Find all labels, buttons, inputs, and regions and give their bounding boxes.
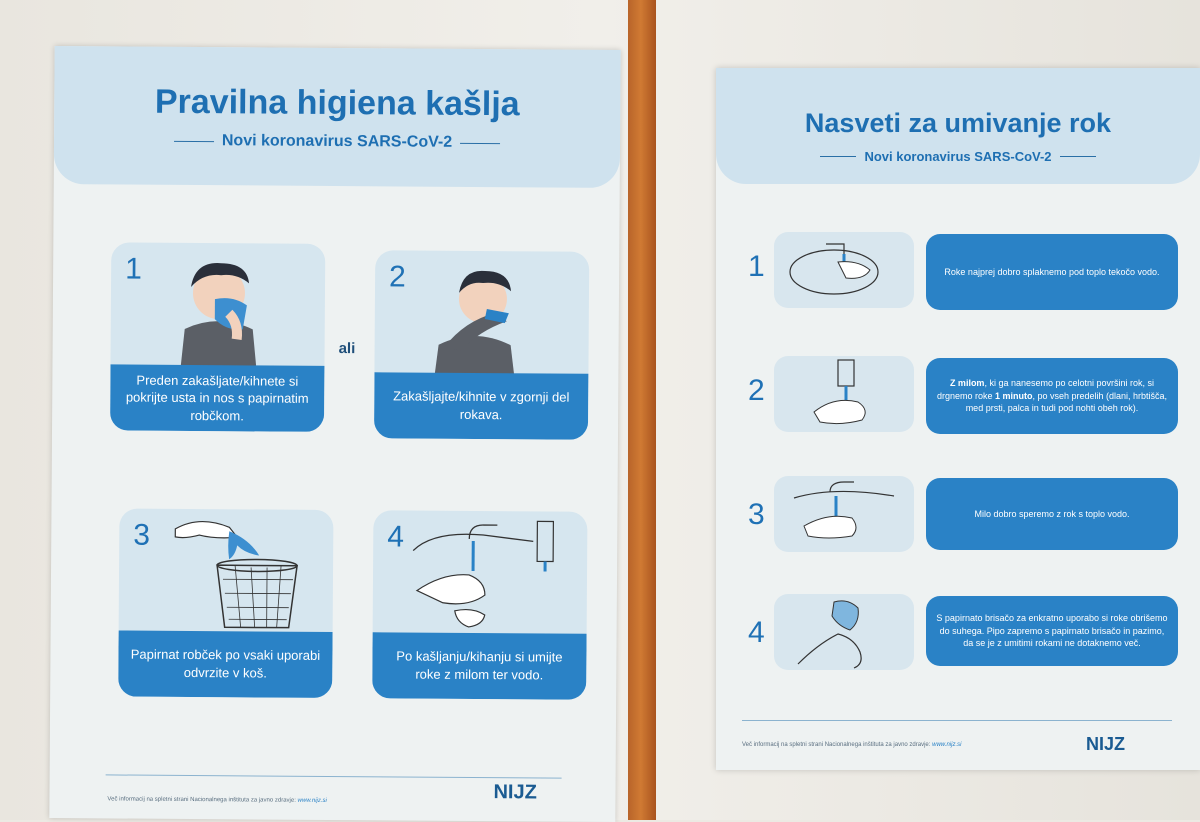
cough-hygiene-poster xyxy=(49,46,620,822)
step-instruction xyxy=(926,358,1178,434)
step-number: 1 xyxy=(748,250,765,283)
subtitle-row xyxy=(716,149,1200,164)
step-caption: Papirnat robček po vsaki uporabi odvrzite v koš. xyxy=(118,630,332,697)
step-caption: Preden zakašljate/kihnete si pokrijte usta in nos s papirnatim robčkom. xyxy=(110,364,324,431)
footer-info-text: Več informacij na spletni strani Nacionalnega inštituta za javno zdravje: xyxy=(742,742,931,748)
step-instruction: Roke najprej dobro splaknemo pod toplo tekočo vodo. xyxy=(926,234,1178,310)
step-text-part: , ki ga nanesemo po celotni površini rok, si drgnemo roke xyxy=(936,378,1155,401)
footer-link: www.nijz.si xyxy=(932,742,962,748)
step-number: 1 xyxy=(125,252,142,286)
subtitle-rule xyxy=(820,156,856,157)
soap-hands-illustration xyxy=(774,356,914,432)
washing-hands-at-sink-illustration xyxy=(373,510,588,637)
rinse-hands-illustration xyxy=(774,232,914,308)
step-text-part: , po vseh predelih (dlani, hrbtišča, med prsti, palca in tudi pod nohti obeh rok). xyxy=(965,390,1168,414)
footer-link: www.nijz.si xyxy=(297,797,327,804)
step-number: 4 xyxy=(387,520,405,554)
person-coughing-into-sleeve-illustration xyxy=(374,250,589,377)
subtitle-row xyxy=(54,131,620,153)
footer-text xyxy=(742,742,961,748)
step-card-1 xyxy=(110,242,325,431)
subtitle-rule xyxy=(1060,156,1096,157)
sink-faucet-icon xyxy=(774,232,914,308)
footer-rule xyxy=(106,774,562,778)
footer-text xyxy=(107,796,326,804)
door-frame xyxy=(628,0,656,820)
poster-header xyxy=(716,68,1200,184)
step-instruction: S papirnato brisačo za enkratno uporabo si roke obrišemo do suhega. Pipo zapremo s papirnato brisačo in pazimo, da se je z umitimi rokami ne dotaknemo več. xyxy=(926,596,1178,666)
step-instruction: Milo dobro speremo z rok s toplo vodo. xyxy=(926,478,1178,550)
tissue-into-bin-illustration xyxy=(119,508,334,635)
step-card-3 xyxy=(118,508,333,697)
step-bold-text: 1 minuto xyxy=(994,390,1033,401)
step-number: 3 xyxy=(133,518,151,552)
handwashing-poster xyxy=(716,68,1200,770)
poster-title: Pravilna higiena kašlja xyxy=(154,82,520,124)
soap-dispenser-icon xyxy=(774,356,914,432)
step-number: 2 xyxy=(388,260,406,294)
step-number: 3 xyxy=(748,498,765,531)
footer-rule xyxy=(742,720,1172,721)
dry-hands-illustration xyxy=(774,594,914,670)
nijz-logo: NIJZ xyxy=(1086,734,1126,754)
rinse-soap-illustration xyxy=(774,476,914,552)
poster-title: Nasveti za umivanje rok xyxy=(804,108,1112,138)
faucet-rinse-icon xyxy=(774,476,914,552)
subtitle-rule xyxy=(174,140,214,141)
paper-towel-icon xyxy=(774,594,914,670)
poster-subtitle: Novi koronavirus SARS-CoV-2 xyxy=(221,132,453,151)
person-sneezing-into-tissue-illustration xyxy=(110,242,325,369)
poster-header xyxy=(54,46,621,188)
step-bold-text: Z milom xyxy=(949,378,985,389)
step-card-2 xyxy=(374,250,589,439)
step-caption: Po kašljanju/kihanju si umijte roke z milom ter vodo. xyxy=(372,632,586,699)
poster-subtitle: Novi koronavirus SARS-CoV-2 xyxy=(864,149,1052,164)
step-number: 2 xyxy=(748,374,765,407)
nijz-logo: NIJZ xyxy=(493,781,537,804)
step-card-4 xyxy=(372,510,587,699)
or-label: ali xyxy=(338,340,356,358)
footer-info-text: Več informacij na spletni strani Nacionalnega inštituta za javno zdravje: xyxy=(107,796,296,804)
step-caption: Zakašljajte/kihnite v zgornji del rokava. xyxy=(374,372,588,439)
step-number: 4 xyxy=(748,616,765,649)
subtitle-rule xyxy=(460,142,500,143)
